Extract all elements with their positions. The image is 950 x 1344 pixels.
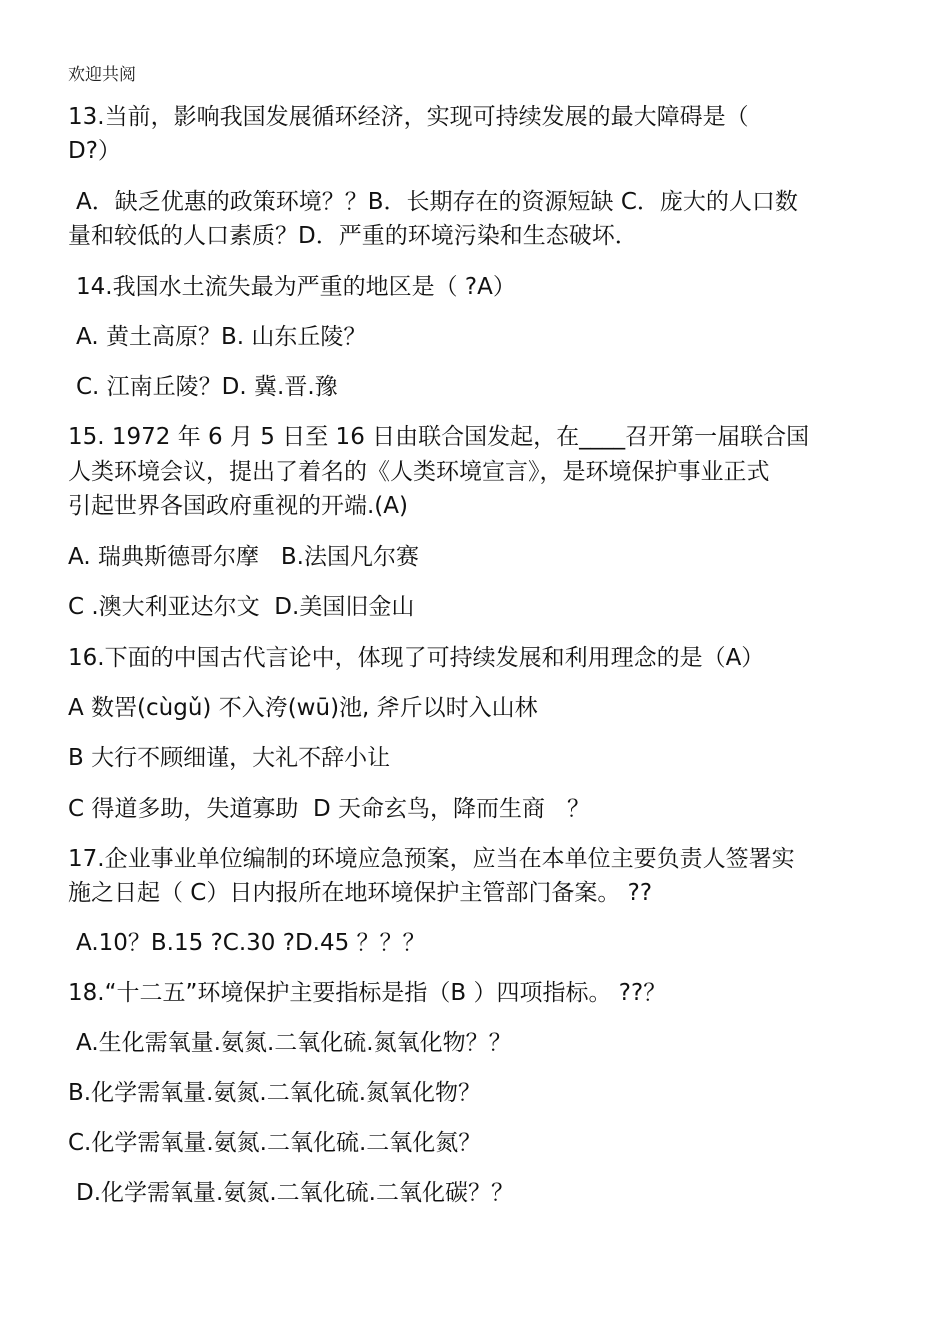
q18-option-b: B.化学需氧量.氨氮.二氧化硫.氮氧化物？: [68, 1080, 482, 1106]
q16-option-b: B 大行不顾细谨，大礼不辞小让: [68, 745, 391, 771]
q16-options-cd: C 得道多助，失道寡助 D 天命玄鸟，降而生商 ？: [68, 796, 590, 822]
q15-options-line2: C .澳大利亚达尔文 D.美国旧金山: [68, 594, 415, 620]
q15-stem-line1: 15. 1972 年 6 月 5 日至 16 日由联合国发起，在____召开第一届联合国: [68, 424, 810, 450]
q18-option-a: A.生化需氧量.氨氮.二氧化硫.氮氧化物？？: [76, 1030, 512, 1056]
q14-options-line1: A. 黄土高原？B. 山东丘陵？: [76, 324, 367, 350]
q16-option-a: A 数罟(cùgǔ) 不入洿(wū)池, 斧斤以时入山林: [68, 695, 538, 721]
q17-stem-line2: 施之日起（ C）日内报所在地环境保护主管部门备案。 ??: [68, 880, 653, 906]
q15-stem-line3: 引起世界各国政府重视的开端.(A): [68, 493, 408, 519]
q13-stem-line1: 13.当前，影响我国发展循环经济，实现可持续发展的最大障碍是（: [68, 104, 749, 130]
q16-stem: 16.下面的中国古代言论中，体现了可持续发展和利用理念的是（A）: [68, 645, 765, 671]
q17-stem-line1: 17.企业事业单位编制的环境应急预案，应当在本单位主要负责人签署实: [68, 846, 795, 872]
q14-stem: 14.我国水土流失最为严重的地区是（ ?A）: [76, 274, 516, 300]
q13-stem-line2: D?）: [68, 138, 121, 164]
q14-options-line2: C. 江南丘陵？D. 冀.晋.豫: [76, 374, 338, 400]
q15-stem-line2: 人类环境会议，提出了着名的《人类环境宣言》，是环境保护事业正式: [68, 459, 770, 485]
q18-stem: 18.“十二五”环境保护主要指标是指（B ）四项指标。 ??？: [68, 980, 667, 1006]
q17-options: A.10？B.15 ?C.30 ?D.45 ？？？: [76, 930, 426, 956]
page-header: 欢迎共阅: [68, 65, 136, 85]
q13-options-line1: A．缺乏优惠的政策环境？？B．长期存在的资源短缺 C．庞大的人口数: [76, 189, 798, 215]
q18-option-d: D.化学需氧量.氨氮.二氧化硫.二氧化碳？？: [76, 1180, 514, 1206]
q18-option-c: C.化学需氧量.氨氮.二氧化硫.二氧化氮？: [68, 1130, 482, 1156]
q13-options-line2: 量和较低的人口素质？D．严重的环境污染和生态破坏．: [68, 223, 638, 249]
q15-options-line1: A. 瑞典斯德哥尔摩 B.法国凡尔赛: [68, 544, 419, 570]
